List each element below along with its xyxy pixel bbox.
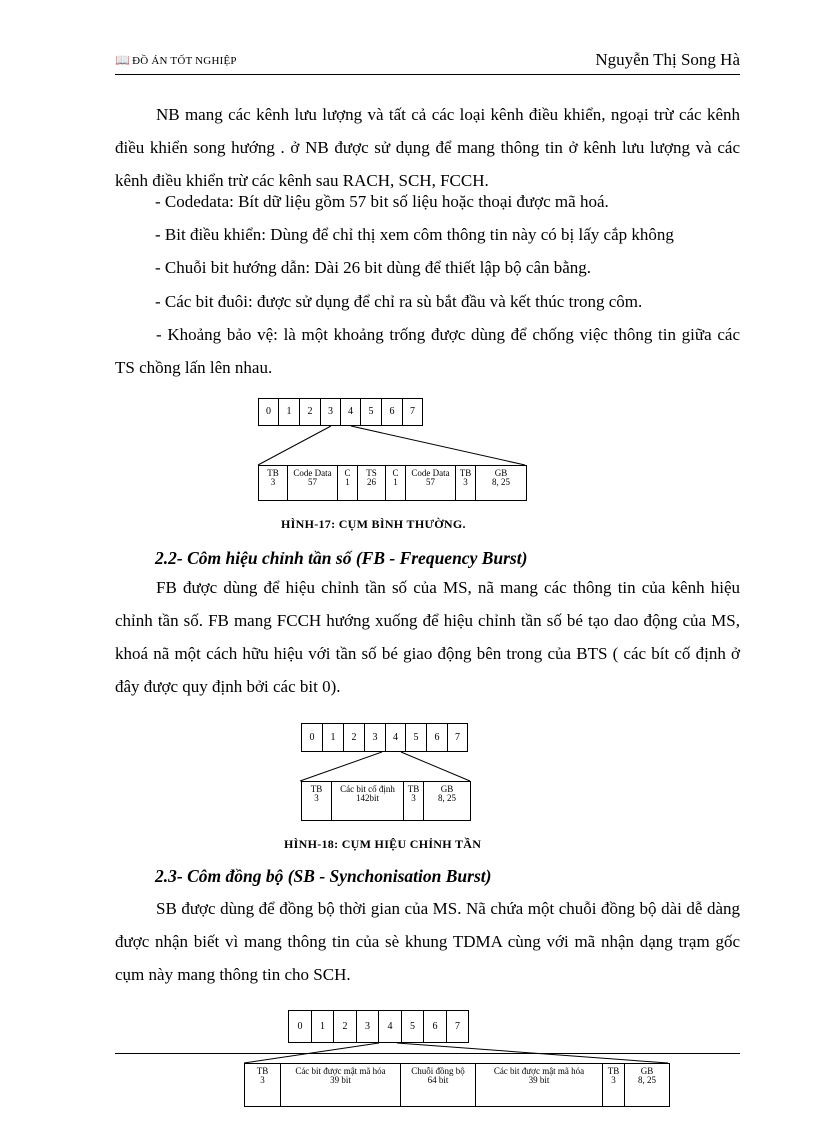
slot: 5 [405, 724, 426, 751]
field: Các bit cố định 142bit [331, 782, 403, 820]
slot: 0 [297, 1021, 303, 1032]
slot: 4 [378, 1011, 401, 1042]
section-2-3-heading: 2.3- Côm đồng bộ (SB - Synchonisation Burst) [155, 866, 492, 886]
slot: 3 [364, 724, 385, 751]
field: TB 3 [310, 784, 323, 803]
fig18-burst-fields [301, 781, 471, 821]
header-title: ĐỒ ÁN TỐT NGHIỆP [132, 55, 237, 67]
field: Code Data 57 [405, 466, 455, 500]
slot: 7 [402, 399, 422, 425]
slot: 3 [320, 399, 340, 425]
bullet-training: - Chuỗi bit hướng dẫn: Dài 26 bit dùng để thiết lập bộ cân bằng. [155, 258, 592, 277]
field: Các bit được mật mã hóa 39 bit [280, 1064, 400, 1106]
slot: 3 [356, 1011, 378, 1042]
slot: 7 [447, 724, 467, 751]
fig18-timeslots [301, 723, 468, 752]
fig17-caption: HÌNH-17: CỤM BÌNH THƯỜNG. [281, 517, 466, 531]
field: GB 8, 25 [423, 782, 470, 820]
field: TS 26 [357, 466, 385, 500]
intro-paragraph: NB mang các kênh lưu lượng và tất cả các loại kênh điều khiển, ngoại trừ các kênh điều khiển song hướng . ở NB được sử dụng để mang thông tin ở kênh lưu lượng và các kênh điều khiển trừ các kênh sau RACH, SCH, FCCH. [115, 105, 740, 190]
field: GB 8, 25 [475, 466, 526, 500]
slot: 1 [322, 724, 343, 751]
slot: 2 [299, 399, 320, 425]
slot: 6 [381, 399, 402, 425]
section-2-3-text: SB được dùng để đồng bộ thời gian của MS. Nã chứa một chuỗi đồng bộ dài dễ dàng được nhận biết vì mang thông tin của sè khung TDMA cùng với mã nhận dạng trạm gốc cụm này mang thông tin cho SCH. [115, 899, 740, 984]
horizontal-rule [115, 1053, 740, 1054]
slot: 6 [426, 724, 447, 751]
book-icon: 📖 [115, 53, 131, 67]
bullet-tail-bits: - Các bit đuôi: được sử dụng để chỉ ra sù bắt đầu và kết thúc trong côm. [155, 292, 643, 311]
slot: 6 [423, 1011, 446, 1042]
fig19-burst-fields [244, 1063, 670, 1107]
field: TB 3 [267, 468, 279, 487]
header-author: Nguyễn Thị Song Hà [595, 50, 740, 69]
slot: 7 [446, 1011, 468, 1042]
field: TB 3 [403, 782, 423, 820]
field: C 1 [385, 466, 405, 500]
slot: 2 [333, 1011, 356, 1042]
field: TB 3 [256, 1066, 269, 1085]
slot: 4 [340, 399, 360, 425]
guard-paragraph: - Khoảng bảo vệ: là một khoảng trống được dùng để chống việc thông tin giữa các TS chồng lấn lên nhau. [115, 325, 740, 377]
slot: 5 [401, 1011, 423, 1042]
bullet-codedata: - Codedata: Bít dữ liệu gồm 57 bit số liệu hoặc thoại được mã hoá. [155, 192, 609, 211]
section-2-2-heading: 2.2- Côm hiệu chỉnh tần số (FB - Frequency Burst) [155, 548, 528, 568]
slot: 0 [266, 406, 271, 417]
slot: 1 [311, 1011, 333, 1042]
section-2-2-text: FB được dùng để hiệu chỉnh tần số của MS, nã mang các thông tin của kênh hiệu chỉnh tần số. FB mang FCCH hướng xuống để hiệu chỉnh tần số bé tạo dao động của MS, khoá nã một cách hữu hiệu với tần số bé giao động bên trong của BTS ( các bít cố định ở đây được quy định bởi các bit 0). [115, 578, 740, 696]
field: C 1 [337, 466, 357, 500]
field: TB 3 [455, 466, 475, 500]
field: Chuỗi đồng bộ 64 bit [400, 1064, 475, 1106]
slot: 0 [309, 732, 315, 743]
slot: 2 [343, 724, 364, 751]
fig19-timeslots [288, 1010, 469, 1043]
field: GB 8, 25 [624, 1064, 669, 1106]
field: Code Data 57 [287, 466, 337, 500]
fig17-timeslots [258, 398, 423, 426]
field: Các bit được mật mã hóa 39 bit [475, 1064, 602, 1106]
slot: 4 [385, 724, 405, 751]
field: TB 3 [602, 1064, 624, 1106]
fig18-caption: HÌNH-18: CỤM HIỆU CHỈNH TẦN [284, 837, 482, 851]
slot: 5 [360, 399, 381, 425]
fig17-burst-fields [258, 465, 527, 501]
bullet-control-bit: - Bit điều khiển: Dùng để chỉ thị xem côm thông tin này có bị lấy cắp không [155, 225, 674, 244]
slot: 1 [278, 399, 299, 425]
